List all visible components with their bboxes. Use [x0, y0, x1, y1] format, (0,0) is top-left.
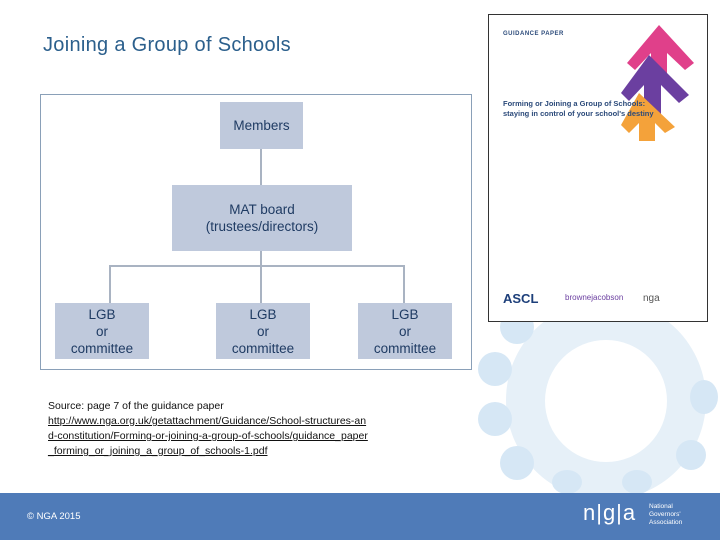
ascl-logo: ASCL — [503, 291, 539, 306]
lgb-box-1 — [55, 303, 149, 359]
mat-board-sublabel: (trustees/directors) — [205, 219, 319, 234]
lgb-or-label: or — [95, 323, 108, 339]
connector-middle — [260, 251, 262, 265]
source-link[interactable]: http://www.nga.org.uk/getattachment/Guidance/School-structures-and-constitution/Forming-or-joining-a-group-of-schools/guidance_paper_forming_or_joining_a_group_of_schools-1.pdf — [48, 415, 368, 457]
page-title: Joining a Group of Schools — [43, 34, 291, 56]
arrow-graphic-icon — [489, 15, 707, 321]
lgb-or-label: or — [398, 323, 411, 339]
connector-top — [260, 149, 262, 185]
nga-footer-logo: n|g|a — [583, 500, 637, 525]
cover-logos — [503, 291, 703, 309]
nga-footer-logo-text — [649, 503, 682, 527]
members-label: Members — [233, 118, 290, 133]
mat-board-box — [172, 185, 352, 251]
logo-line-1: National — [649, 503, 673, 510]
mat-board-label: MAT board — [229, 202, 295, 217]
lgb-committee-label: committee — [231, 340, 295, 356]
brownejacobson-logo: brownejacobson — [565, 293, 624, 302]
lgb-or-label: or — [256, 323, 269, 339]
lgb-label: LGB — [391, 306, 419, 322]
nga-logo: nga — [643, 293, 660, 304]
lgb-label: LGB — [249, 306, 277, 322]
logo-line-2: Governors' — [649, 511, 681, 518]
cover-kicker: GUIDANCE PAPER — [503, 31, 564, 37]
lgb-box-3 — [358, 303, 452, 359]
source-text: Source: page 7 of the guidance paper — [48, 400, 224, 412]
org-chart — [40, 94, 472, 370]
lgb-committee-label: committee — [70, 340, 134, 356]
connector-left — [109, 265, 111, 303]
footer — [0, 493, 720, 540]
lgb-box-2 — [216, 303, 310, 359]
copyright: © NGA 2015 — [27, 511, 81, 522]
lgb-committee-label: committee — [373, 340, 437, 356]
guidance-paper-cover — [488, 14, 708, 322]
connector-horizontal — [109, 265, 404, 267]
cover-title: Forming or Joining a Group of Schools: staying in control of your school's destiny — [503, 99, 654, 118]
logo-line-3: Association — [649, 519, 683, 526]
members-box — [220, 102, 303, 149]
connector-center — [260, 265, 262, 303]
lgb-label: LGB — [88, 306, 116, 322]
connector-right — [403, 265, 405, 303]
source-note — [48, 399, 368, 459]
